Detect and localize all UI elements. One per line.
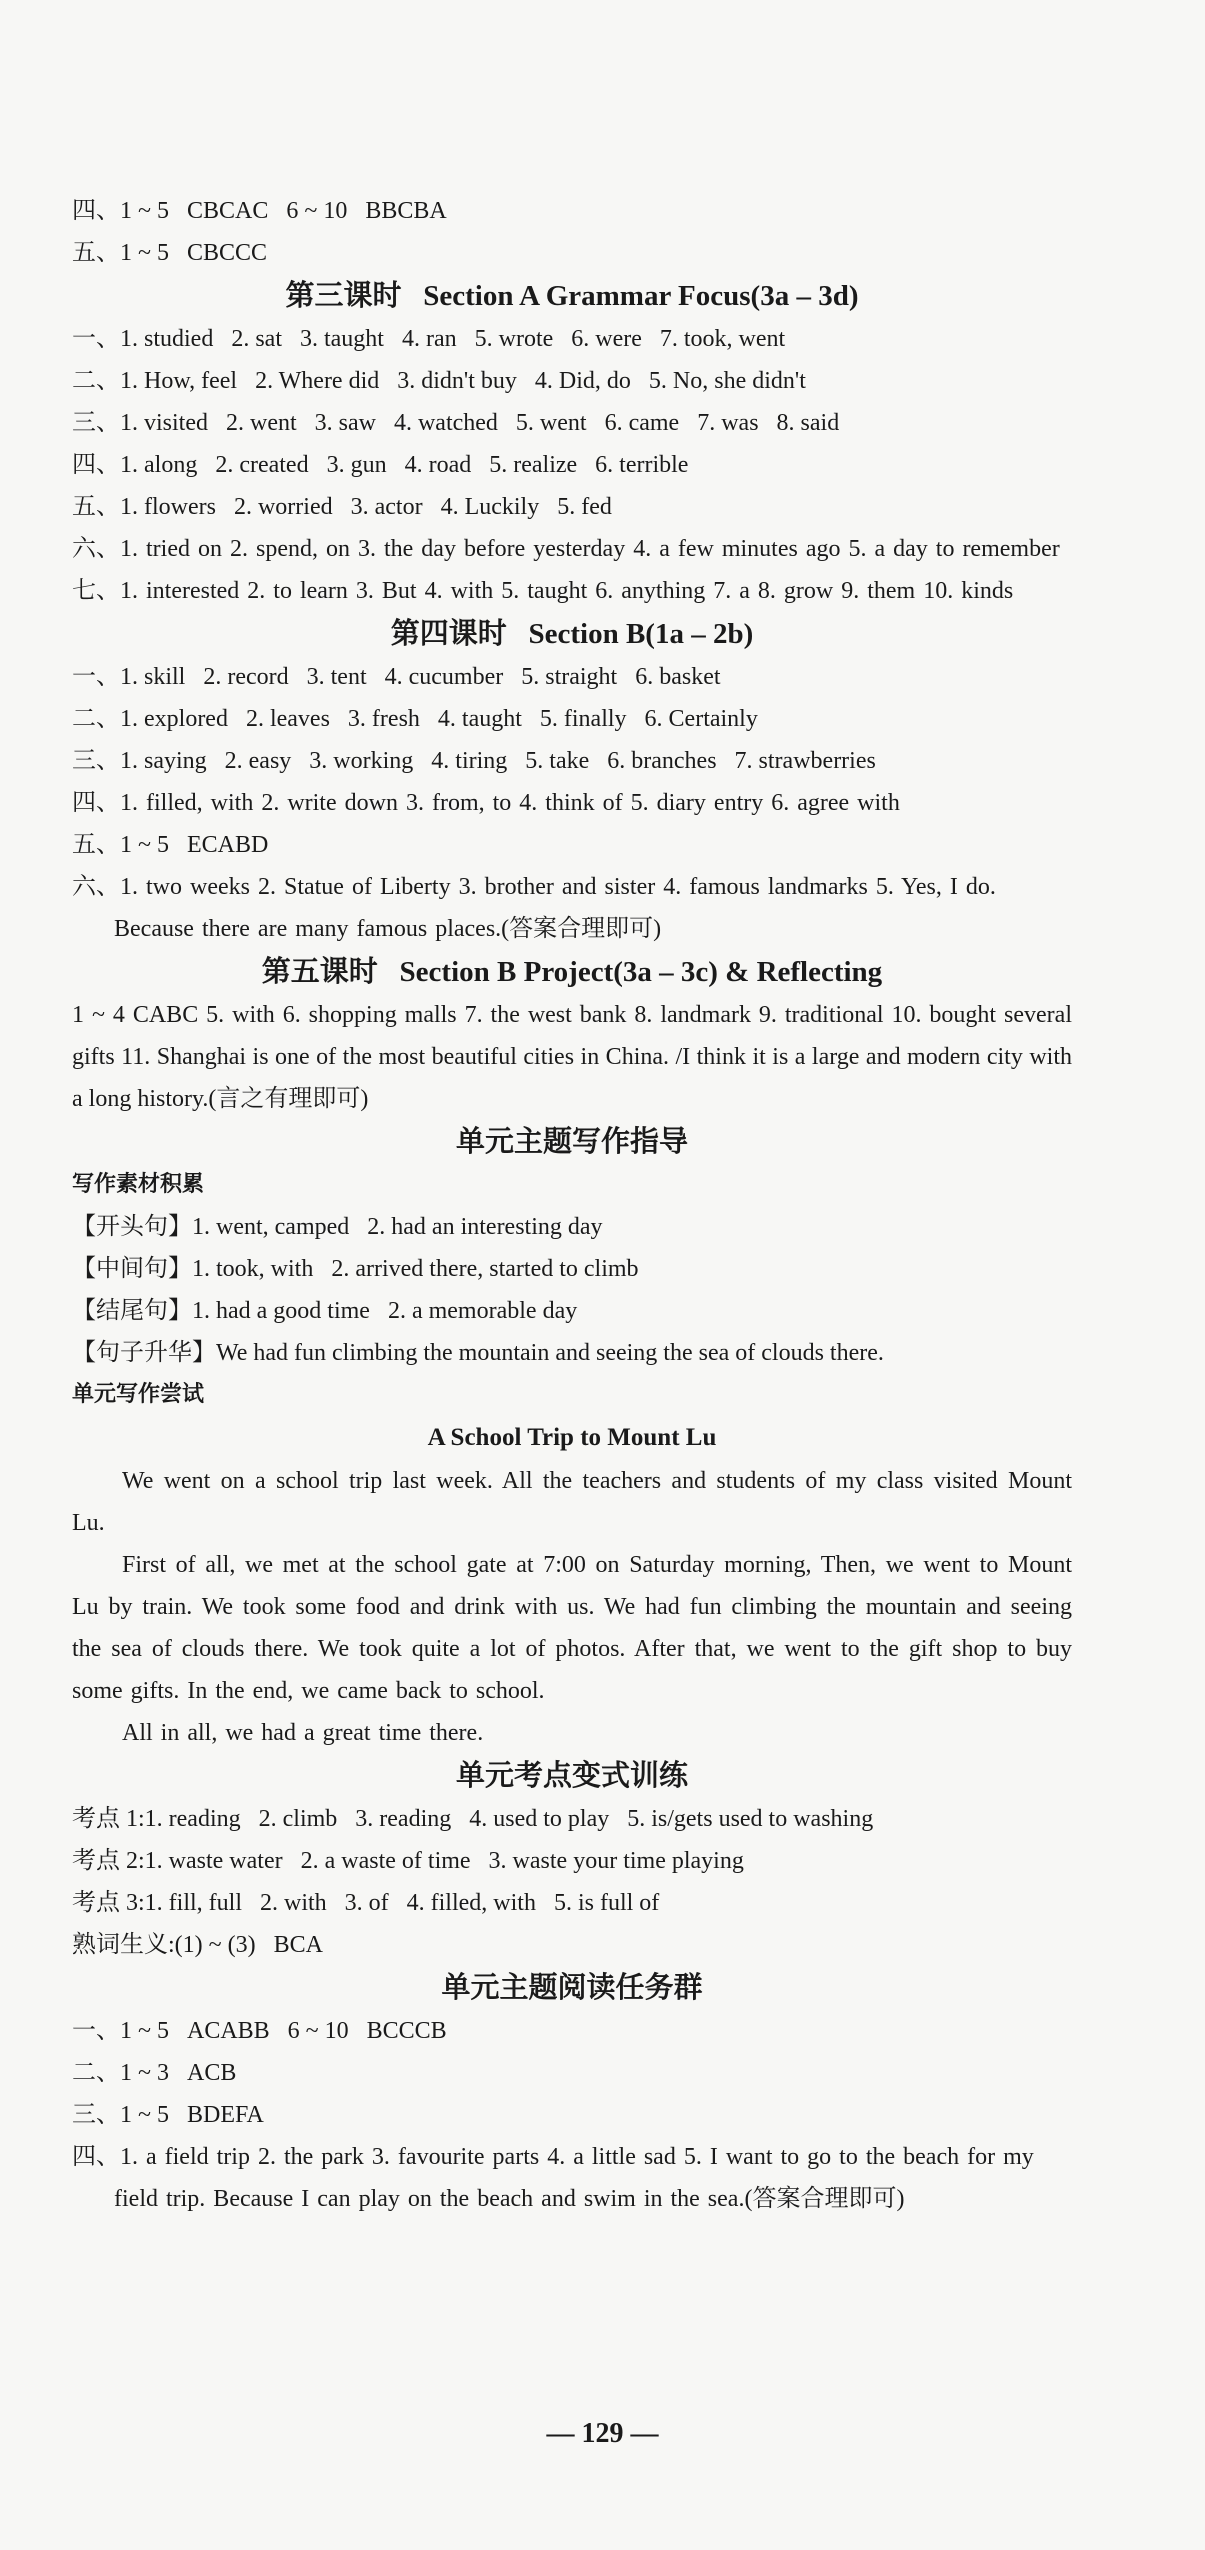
answer-line: 四、1. filled, with 2. write down 3. from, to 4. think of 5. diary entry 6. agree with	[72, 790, 900, 816]
answer-line: 【中间句】1. took, with 2. arrived there, started to climb	[72, 1256, 639, 1282]
subheading: 单元写作尝试	[72, 1382, 205, 1407]
answer-line: 三、1. visited 2. went 3. saw 4. watched 5. went 6. came 7. was 8. said	[72, 410, 840, 436]
answer-line: 四、1. along 2. created 3. gun 4. road 5. realize 6. terrible	[72, 452, 689, 478]
content-column	[72, 190, 1072, 2220]
answer-line: 六、1. tried on 2. spend, on 3. the day before yesterday 4. a few minutes ago 5. a day to remember	[72, 536, 1060, 562]
answer-line: 一、1 ~ 5 ACABB 6 ~ 10 BCCCB	[72, 2018, 447, 2044]
answer-line: 【开头句】1. went, camped 2. had an interesting day	[72, 1214, 603, 1240]
section-heading: 第五课时 Section B Project(3a – 3c) & Reflecting	[261, 956, 883, 988]
subheading: 写作素材积累	[72, 1172, 205, 1197]
section-heading: 单元考点变式训练	[455, 1760, 688, 1792]
answer-line: 考点 2:1. waste water 2. a waste of time 3. waste your time playing	[72, 1848, 744, 1874]
answer-line: 考点 1:1. reading 2. climb 3. reading 4. used to play 5. is/gets used to washing	[72, 1806, 874, 1832]
answer-line: 五、1. flowers 2. worried 3. actor 4. Luckily 5. fed	[72, 494, 612, 520]
page-number: — 129 —	[546, 2418, 659, 2449]
answer-line: 一、1. skill 2. record 3. tent 4. cucumber 5. straight 6. basket	[72, 664, 721, 690]
section-heading: 第三课时 Section A Grammar Focus(3a – 3d)	[285, 280, 859, 312]
answer-line: 六、1. two weeks 2. Statue of Liberty 3. brother and sister 4. famous landmarks 5. Yes, I do. Because there are many famous places.(答案合理即可)	[72, 874, 996, 942]
answer-line: 五、1 ~ 5 ECABD	[72, 832, 269, 858]
essay-paragraph: We went on a school trip last week. All the teachers and students of my class visited Mount Lu.	[72, 1468, 1072, 1536]
answer-line: 三、1. saying 2. easy 3. working 4. tiring 5. take 6. branches 7. strawberries	[72, 748, 876, 774]
answer-line: 一、1. studied 2. sat 3. taught 4. ran 5. wrote 6. were 7. took, went	[72, 326, 786, 352]
answer-line: 考点 3:1. fill, full 2. with 3. of 4. filled, with 5. is full of	[72, 1890, 660, 1916]
answer-line: 七、1. interested 2. to learn 3. But 4. with 5. taught 6. anything 7. a 8. grow 9. them 10. kinds	[72, 578, 1014, 604]
answer-line: 二、1. How, feel 2. Where did 3. didn't buy 4. Did, do 5. No, she didn't	[72, 368, 806, 394]
answer-line: 五、1 ~ 5 CBCCC	[72, 240, 268, 266]
answer-line: 三、1 ~ 5 BDEFA	[72, 2102, 264, 2128]
essay-title: A School Trip to Mount Lu	[427, 1424, 717, 1451]
section-heading: 单元主题写作指导	[455, 1126, 688, 1158]
answer-line: 二、1. explored 2. leaves 3. fresh 4. taught 5. finally 6. Certainly	[72, 706, 758, 732]
essay-paragraph: All in all, we had a great time there.	[122, 1720, 484, 1746]
answer-line: 四、1 ~ 5 CBCAC 6 ~ 10 BBCBA	[72, 198, 447, 224]
answer-line: 四、1. a field trip 2. the park 3. favourite parts 4. a little sad 5. I want to go to the beach for my field trip. Because I can play on the beach and swim in the sea.(答案合理即可)	[72, 2144, 1034, 2212]
section-heading: 单元主题阅读任务群	[441, 1972, 703, 2004]
answer-paragraph: 1 ~ 4 CABC 5. with 6. shopping malls 7. the west bank 8. landmark 9. traditional 10. bought several gifts 11. Shanghai is one of the most beautiful cities in China. /I think it is a large and modern city with a long history.(言之有理即可)	[72, 1002, 1072, 1112]
section-heading: 第四课时 Section B(1a – 2b)	[390, 618, 754, 650]
answer-line: 熟词生义:(1) ~ (3) BCA	[72, 1932, 323, 1958]
essay-paragraph: First of all, we met at the school gate at 7:00 on Saturday morning, Then, we went to Mount Lu by train. We took some food and drink with us. We had fun climbing the mountain and seeing the sea of clouds there. We took quite a lot of photos. After that, we went to the gift shop to buy some gifts. In the end, we came back to school.	[72, 1552, 1072, 1704]
answer-line: 【句子升华】We had fun climbing the mountain and seeing the sea of clouds there.	[72, 1340, 884, 1366]
answer-line: 【结尾句】1. had a good time 2. a memorable day	[72, 1298, 578, 1324]
answer-line: 二、1 ~ 3 ACB	[72, 2060, 237, 2086]
